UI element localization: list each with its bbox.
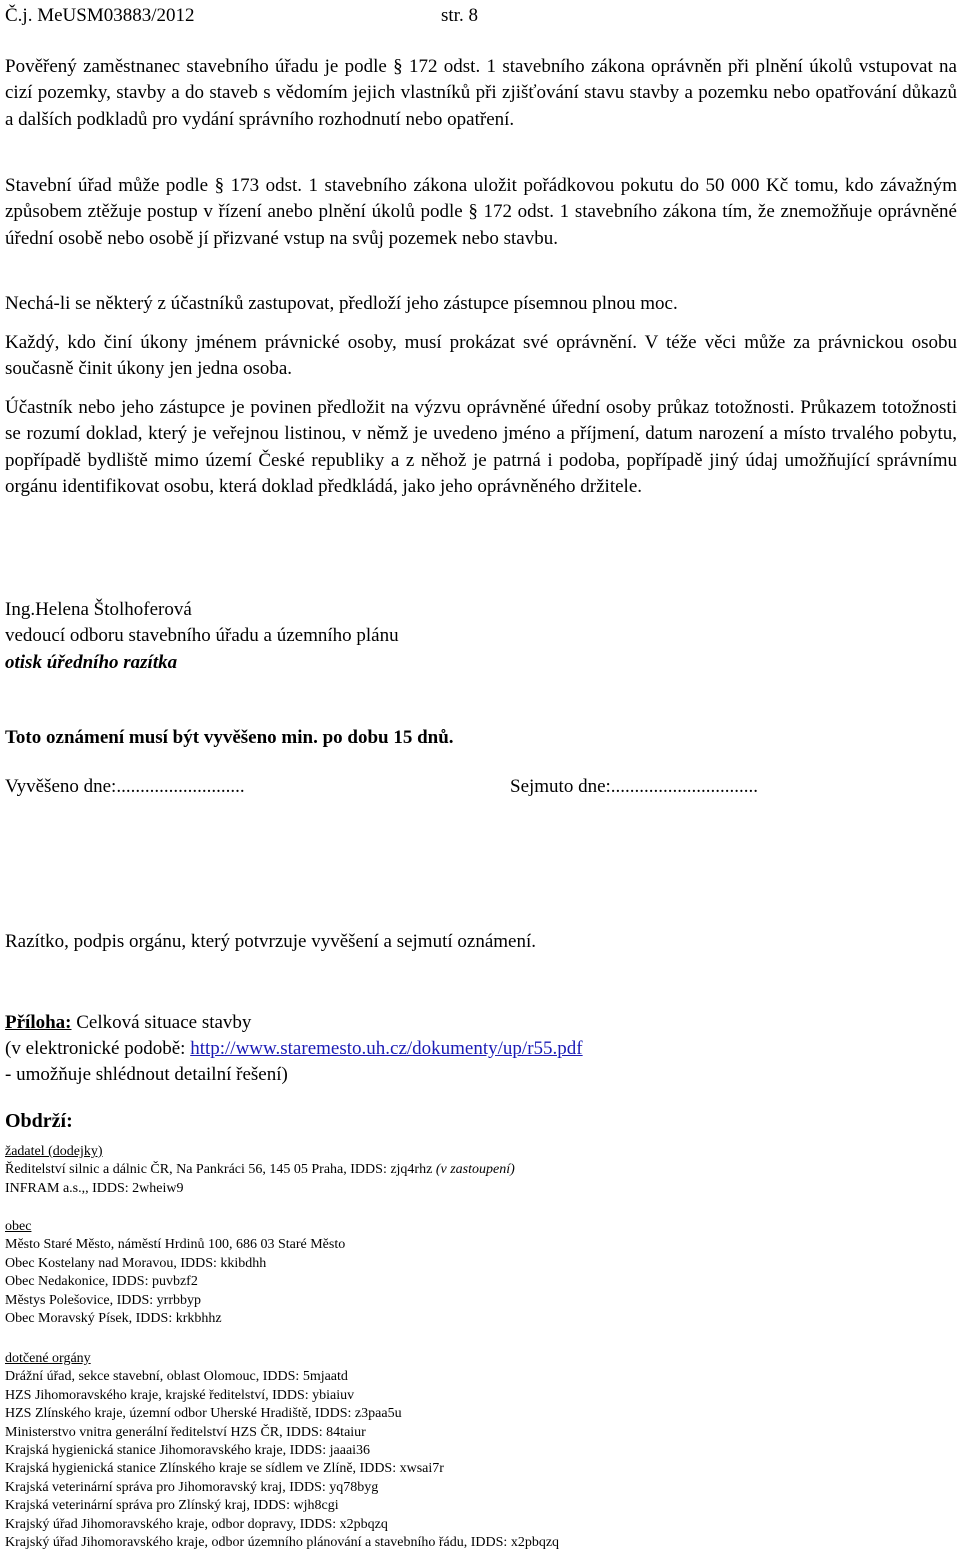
posting-dates <box>5 776 955 798</box>
page-number: str. 8 <box>441 5 478 26</box>
attachment-title: Celková situace stavby <box>76 1012 252 1033</box>
recipient-group-municipality <box>5 1218 345 1328</box>
list-item: Krajský úřad Jihomoravského kraje, odbor dopravy, IDDS: x2pbqzq <box>5 1516 388 1532</box>
recipients-heading: Obdrží: <box>5 1110 73 1132</box>
list-item: Obec Kostelany nad Moravou, IDDS: kkibdhh <box>5 1255 267 1271</box>
posted-date-field: Vyvěšeno dne:........................... <box>5 776 245 797</box>
attachment-note: - umožňuje shlédnout detailní řešení) <box>5 1064 288 1085</box>
list-item: Krajská veterinární správa pro Jihomoravský kraj, IDDS: yq78byg <box>5 1479 379 1495</box>
list-item: Krajský úřad Jihomoravského kraje, odbor územního plánování a stavebního řádu, IDDS: x2pbqzq <box>5 1535 560 1551</box>
recipient-category: žadatel (dodejky) <box>5 1144 103 1159</box>
stamp-instructions: Razítko, podpis orgánu, který potvrzuje vyvěšení a sejmutí oznámení. <box>5 931 536 952</box>
list-item: Obec Moravský Písek, IDDS: krkbhhz <box>5 1311 222 1327</box>
list-item: Krajská hygienická stanice Zlínského kraje se sídlem ve Zlíně, IDDS: xwsai7r <box>5 1461 444 1477</box>
paragraph-identity-proof: Účastník nebo jeho zástupce je povinen předložit na výzvu oprávněné úřední osoby průkaz totožnosti. Průkazem totožnosti se rozumí doklad, který je veřejnou listinou, v němž je uvedeno jméno a příjmení, datum narození a místo trvalého pobytu, popřípadě bydliště mimo území České republiky a z něhož je patrná i podoba, popřípadě jiný údaj umožňující správnímu orgánu identifikovat osobu, která doklad předkládá, jako jeho oprávněného držitele. <box>5 397 957 498</box>
paragraph-legal-entity: Každý, kdo činí úkony jménem právnické osoby, musí prokázat své oprávnění. V téže věci může za právnickou osobu současně činit úkony jen jedna osoba. <box>5 332 957 380</box>
attachment-link[interactable]: http://www.staremesto.uh.cz/dokumenty/up/r55.pdf <box>190 1038 583 1059</box>
page-header <box>5 5 478 27</box>
recipient-group-authorities <box>5 1350 559 1552</box>
list-item: Krajská hygienická stanice Jihomoravského kraje, IDDS: jaaai36 <box>5 1443 371 1459</box>
list-item: Město Staré Město, náměstí Hrdinů 100, 686 03 Staré Město <box>5 1237 346 1253</box>
attachment-block <box>5 1010 583 1088</box>
stamp-note: otisk úředního razítka <box>5 651 178 673</box>
paragraph-inspection-right: Pověřený zaměstnanec stavebního úřadu je podle § 172 odst. 1 stavebního zákona oprávněn při plnění úkolů vstupovat na cizí pozemky, stavby a do staveb s vědomím jejich vlastníků při zjišťování stavu stavby a pozemku nebo opatřování důkazů a dalších podkladů pro vydání správního rozhodnutí nebo opatření. <box>5 56 957 130</box>
signatory-name: Ing.Helena Štolhoferová <box>5 599 192 620</box>
posting-notice: Toto oznámení musí být vyvěšeno min. po dobu 15 dnů. <box>5 727 454 748</box>
list-item: Krajská veterinární správa pro Zlínský kraj, IDDS: wjh8cgi <box>5 1498 339 1514</box>
list-item: Ministerstvo vnitra generální ředitelství HZS ČR, IDDS: 84taiur <box>5 1424 366 1440</box>
paragraph-representation: Nechá-li se některý z účastníků zastupovat, předloží jeho zástupce písemnou plnou moc. <box>5 293 678 314</box>
recipient-group-applicant <box>5 1143 515 1198</box>
list-item: Drážní úřad, sekce stavební, oblast Olomouc, IDDS: 5mjaatd <box>5 1369 348 1385</box>
list-item: HZS Zlínského kraje, územní odbor Uherské Hradiště, IDDS: z3paa5u <box>5 1406 402 1422</box>
signatory-role: vedoucí odboru stavebního úřadu a územního plánu <box>5 625 399 647</box>
attachment-label: Příloha: <box>5 1012 72 1033</box>
list-item: Ředitelství silnic a dálnic ČR, Na Pankráci 56, 145 05 Praha, IDDS: zjq4rhz (v zastoupení) <box>5 1162 515 1178</box>
paragraph-fine: Stavební úřad může podle § 173 odst. 1 stavebního zákona uložit pořádkovou pokutu do 50 000 Kč tomu, kdo závažným způsobem ztěžuje postup v řízení anebo plnění úkolů podle § 172 odst. 1 stavebního zákona tím, že znemožňuje oprávněné úřední osobě nebo osobě jí přizvané vstup na svůj pozemek nebo stavbu. <box>5 175 957 249</box>
removed-date-field: Sejmuto dne:............................... <box>510 776 759 797</box>
signature-block <box>5 597 399 676</box>
attachment-electronic-prefix: (v elektronické podobě: <box>5 1038 191 1059</box>
recipient-category: obec <box>5 1219 32 1234</box>
list-item: HZS Jihomoravského kraje, krajské ředitelství, IDDS: ybiaiuv <box>5 1387 355 1403</box>
recipient-category: dotčené orgány <box>5 1351 91 1366</box>
reference-number: Č.j. MeUSM03883/2012 <box>5 5 195 26</box>
representation-note: (v zastoupení) <box>435 1162 515 1178</box>
list-item: Obec Nedakonice, IDDS: puvbzf2 <box>5 1274 198 1290</box>
list-item: INFRAM a.s.,, IDDS: 2wheiw9 <box>5 1180 184 1196</box>
list-item: Městys Polešovice, IDDS: yrrbbyp <box>5 1292 201 1308</box>
